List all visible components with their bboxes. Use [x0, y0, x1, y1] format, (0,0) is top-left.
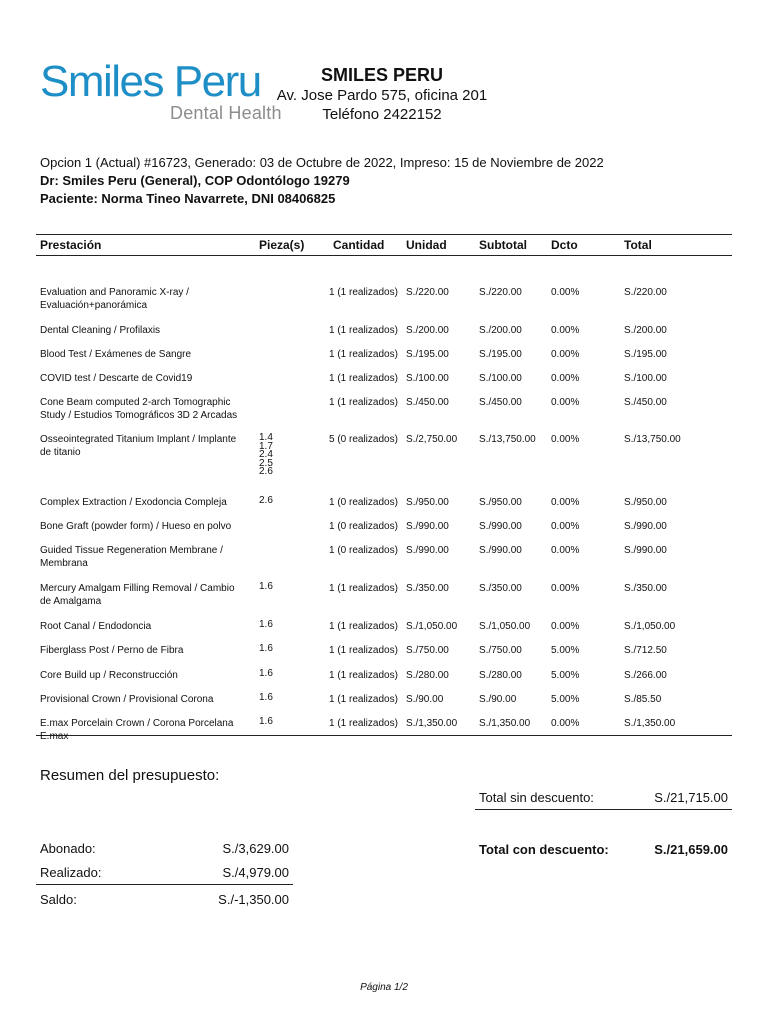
- row-unidad: S./2,750.00: [406, 434, 458, 445]
- row-subtotal: S./280.00: [479, 670, 522, 681]
- row-cantidad: 1 (1 realizados): [329, 287, 398, 298]
- row-pieza: 1.6: [259, 581, 273, 592]
- row-dcto: 0.00%: [551, 621, 580, 632]
- row-prestacion: Cone Beam computed 2-arch Tomographic Study / Estudios Tomográficos 3D 2 Arcadas: [40, 397, 238, 421]
- row-cantidad: 1 (0 realizados): [329, 497, 398, 508]
- clinic-phone: Teléfono 2422152: [322, 106, 442, 123]
- row-dcto: 0.00%: [551, 349, 580, 360]
- row-cantidad: 1 (1 realizados): [329, 397, 398, 408]
- row-cantidad: 1 (0 realizados): [329, 521, 398, 532]
- row-cantidad: 1 (1 realizados): [329, 621, 398, 632]
- row-total: S./990.00: [624, 521, 667, 532]
- saldo-label: Saldo:: [40, 892, 77, 907]
- row-prestacion: Osseointegrated Titanium Implant / Implante de titanio: [40, 434, 237, 458]
- row-cantidad: 1 (1 realizados): [329, 694, 398, 705]
- row-unidad: S./90.00: [406, 694, 444, 705]
- clinic-name: SMILES PERU: [320, 65, 444, 85]
- row-subtotal: S./990.00: [479, 545, 522, 556]
- clinic-header: [270, 64, 494, 124]
- row-subtotal: S./1,050.00: [479, 621, 531, 632]
- row-prestacion: Core Build up / Reconstrucción: [40, 670, 178, 681]
- row-dcto: 0.00%: [551, 521, 580, 532]
- row-subtotal: S./220.00: [479, 287, 522, 298]
- table-body: [36, 256, 732, 742]
- realizado-label: Realizado:: [40, 865, 102, 880]
- row-subtotal: S./1,350.00: [479, 718, 531, 729]
- row-subtotal: S./195.00: [479, 349, 522, 360]
- row-prestacion: COVID test / Descarte de Covid19: [40, 373, 193, 384]
- header-prestacion: Prestación: [40, 238, 102, 252]
- total-sin-label: Total sin descuento:: [479, 790, 594, 805]
- row-subtotal: S./90.00: [479, 694, 517, 705]
- row-pieza: 1.4 1.7 2.4 2.5 2.6: [259, 432, 273, 477]
- row-prestacion: Guided Tissue Regeneration Membrane / Membrana: [40, 545, 223, 569]
- row-total: S./195.00: [624, 349, 667, 360]
- row-subtotal: S./200.00: [479, 325, 522, 336]
- row-prestacion: Mercury Amalgam Filling Removal / Cambio de Amalgama: [40, 583, 235, 607]
- row-cantidad: 1 (1 realizados): [329, 718, 398, 729]
- row-total: S./450.00: [624, 397, 667, 408]
- abonado-label: Abonado:: [40, 841, 96, 856]
- row-unidad: S./220.00: [406, 287, 449, 298]
- row-dcto: 0.00%: [551, 434, 580, 445]
- patient-line: Paciente: Norma Tineo Navarrete, DNI 08406825: [40, 191, 336, 206]
- header-cantidad: Cantidad: [333, 238, 385, 252]
- row-subtotal: S./950.00: [479, 497, 522, 508]
- row-unidad: S./990.00: [406, 545, 449, 556]
- row-total: S./266.00: [624, 670, 667, 681]
- budget-table: [36, 234, 732, 742]
- summary-divider-right: [475, 809, 732, 810]
- row-subtotal: S./13,750.00: [479, 434, 536, 445]
- row-total: S./85.50: [624, 694, 662, 705]
- row-pieza: 2.6: [259, 495, 273, 506]
- row-cantidad: 1 (1 realizados): [329, 325, 398, 336]
- row-total: S./350.00: [624, 583, 667, 594]
- row-total: S./1,050.00: [624, 621, 676, 632]
- row-cantidad: 1 (1 realizados): [329, 670, 398, 681]
- realizado-value: S./4,979.00: [222, 865, 289, 880]
- row-cantidad: 1 (1 realizados): [329, 373, 398, 384]
- row-total: S./712.50: [624, 645, 667, 656]
- row-dcto: 5.00%: [551, 645, 580, 656]
- row-dcto: 0.00%: [551, 397, 580, 408]
- doctor-line: Dr: Smiles Peru (General), COP Odontólogo 19279: [40, 173, 350, 188]
- option-line: Opcion 1 (Actual) #16723, Generado: 03 de Octubre de 2022, Impreso: 15 de Noviembre de 2022: [40, 155, 604, 170]
- row-prestacion: Complex Extraction / Exodoncia Compleja: [40, 497, 227, 508]
- row-unidad: S./450.00: [406, 397, 449, 408]
- row-pieza: 1.6: [259, 668, 273, 679]
- total-con-label: Total con descuento:: [479, 842, 609, 857]
- row-total: S./200.00: [624, 325, 667, 336]
- row-dcto: 0.00%: [551, 497, 580, 508]
- row-total: S./220.00: [624, 287, 667, 298]
- row-prestacion: Evaluation and Panoramic X-ray / Evaluación+panorámica: [40, 287, 189, 311]
- row-prestacion: Blood Test / Exámenes de Sangre: [40, 349, 192, 360]
- row-unidad: S./990.00: [406, 521, 449, 532]
- logo-subtitle: Dental Health: [170, 103, 282, 123]
- row-cantidad: 1 (1 realizados): [329, 349, 398, 360]
- header-dcto: Dcto: [551, 238, 578, 252]
- document-meta: [40, 154, 604, 208]
- row-cantidad: 1 (1 realizados): [329, 645, 398, 656]
- row-dcto: 0.00%: [551, 718, 580, 729]
- total-sin-value: S./21,715.00: [654, 790, 728, 805]
- row-total: S./13,750.00: [624, 434, 681, 445]
- row-subtotal: S./990.00: [479, 521, 522, 532]
- row-subtotal: S./450.00: [479, 397, 522, 408]
- row-cantidad: 1 (0 realizados): [329, 545, 398, 556]
- header-subtotal: Subtotal: [479, 238, 527, 252]
- header-total: Total: [624, 238, 652, 252]
- row-prestacion: Provisional Crown / Provisional Corona: [40, 694, 214, 705]
- row-dcto: 0.00%: [551, 287, 580, 298]
- summary-title: Resumen del presupuesto:: [40, 767, 220, 784]
- clinic-address: Av. Jose Pardo 575, oficina 201: [276, 87, 488, 104]
- row-pieza: 1.6: [259, 643, 273, 654]
- logo: [40, 56, 282, 126]
- abonado-value: S./3,629.00: [222, 841, 289, 856]
- row-dcto: 5.00%: [551, 670, 580, 681]
- header-pieza: Pieza(s): [259, 238, 305, 252]
- row-cantidad: 1 (1 realizados): [329, 583, 398, 594]
- row-pieza: 1.6: [259, 692, 273, 703]
- row-unidad: S./200.00: [406, 325, 449, 336]
- row-pieza: 1.6: [259, 619, 273, 630]
- row-subtotal: S./750.00: [479, 645, 522, 656]
- row-prestacion: Root Canal / Endodoncia: [40, 621, 152, 632]
- row-total: S./1,350.00: [624, 718, 676, 729]
- page-number: Página 1/2: [360, 982, 408, 993]
- row-total: S./100.00: [624, 373, 667, 384]
- row-unidad: S./100.00: [406, 373, 449, 384]
- table-header: [36, 234, 732, 256]
- row-prestacion: Fiberglass Post / Perno de Fibra: [40, 645, 184, 656]
- row-prestacion: Dental Cleaning / Profilaxis: [40, 325, 161, 336]
- row-unidad: S./1,350.00: [406, 718, 458, 729]
- summary-divider-left: [36, 884, 293, 885]
- row-pieza: 1.6: [259, 716, 273, 727]
- row-unidad: S./1,050.00: [406, 621, 458, 632]
- row-unidad: S./950.00: [406, 497, 449, 508]
- row-dcto: 5.00%: [551, 694, 580, 705]
- row-total: S./990.00: [624, 545, 667, 556]
- row-dcto: 0.00%: [551, 545, 580, 556]
- row-unidad: S./750.00: [406, 645, 449, 656]
- row-unidad: S./195.00: [406, 349, 449, 360]
- row-dcto: 0.00%: [551, 373, 580, 384]
- row-unidad: S./280.00: [406, 670, 449, 681]
- row-cantidad: 5 (0 realizados): [329, 434, 398, 445]
- total-con-value: S./21,659.00: [654, 842, 728, 857]
- saldo-value: S./-1,350.00: [218, 892, 289, 907]
- row-prestacion: Bone Graft (powder form) / Hueso en polvo: [40, 521, 232, 532]
- row-subtotal: S./350.00: [479, 583, 522, 594]
- row-prestacion: E.max Porcelain Crown / Corona Porcelana E.max: [40, 718, 234, 742]
- header-unidad: Unidad: [406, 238, 447, 252]
- logo-brand: Smiles Peru: [40, 57, 261, 106]
- row-unidad: S./350.00: [406, 583, 449, 594]
- row-dcto: 0.00%: [551, 325, 580, 336]
- row-total: S./950.00: [624, 497, 667, 508]
- row-dcto: 0.00%: [551, 583, 580, 594]
- row-subtotal: S./100.00: [479, 373, 522, 384]
